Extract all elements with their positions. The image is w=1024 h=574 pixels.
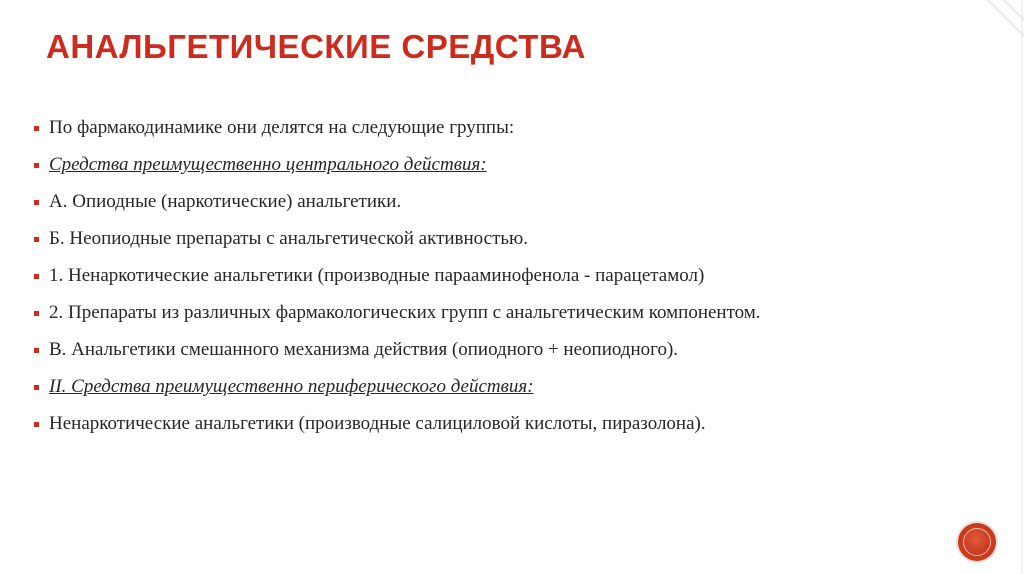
bullet-item	[34, 302, 879, 324]
bullet-marker-icon	[34, 163, 39, 168]
bullet-marker-icon	[34, 348, 39, 353]
bullet-text: Средства преимущественно центрального действия:	[49, 154, 487, 175]
bullet-item	[34, 117, 934, 139]
bullet-marker-icon	[34, 385, 39, 390]
bullet-text: В. Анальгетики смешанного механизма действия (опиодного + неопиодного).	[49, 339, 679, 360]
badge-inner-circle	[963, 528, 991, 556]
bullet-item	[34, 154, 934, 176]
bullet-item	[34, 376, 934, 398]
bullet-text: Б. Неопиодные препараты с анальгетической активностью.	[49, 228, 528, 249]
bullet-item	[34, 228, 934, 250]
bullet-list	[34, 117, 934, 450]
bullet-item	[34, 339, 934, 361]
bullet-text: По фармакодинамике они делятся на следующие группы:	[49, 117, 515, 138]
bullet-marker-icon	[34, 237, 39, 242]
bullet-marker-icon	[34, 311, 39, 316]
bullet-text: Ненаркотические анальгетики (производные салициловой кислоты, пиразолона).	[49, 413, 706, 434]
bullet-item	[34, 413, 934, 435]
bullet-item	[34, 191, 934, 213]
bullet-text: II. Средства преимущественно периферического действия:	[49, 376, 534, 397]
bullet-marker-icon	[34, 126, 39, 131]
bullet-item	[34, 265, 934, 287]
bullet-text: 1. Ненаркотические анальгетики (производные парааминофенола - парацетамол)	[49, 265, 705, 286]
bullet-text: А. Опиодные (наркотические) анальгетики.	[49, 191, 402, 212]
slide-title: АНАЛЬГЕТИЧЕСКИЕ СРЕДСТВА	[46, 28, 586, 65]
bullet-text: 2. Препараты из различных фармакологических групп с анальгетическим компонентом.	[49, 302, 761, 323]
bullet-marker-icon	[34, 200, 39, 205]
corner-decoration	[964, 0, 1024, 574]
bullet-marker-icon	[34, 422, 39, 427]
bullet-marker-icon	[34, 274, 39, 279]
red-circle-badge-icon	[958, 523, 996, 561]
